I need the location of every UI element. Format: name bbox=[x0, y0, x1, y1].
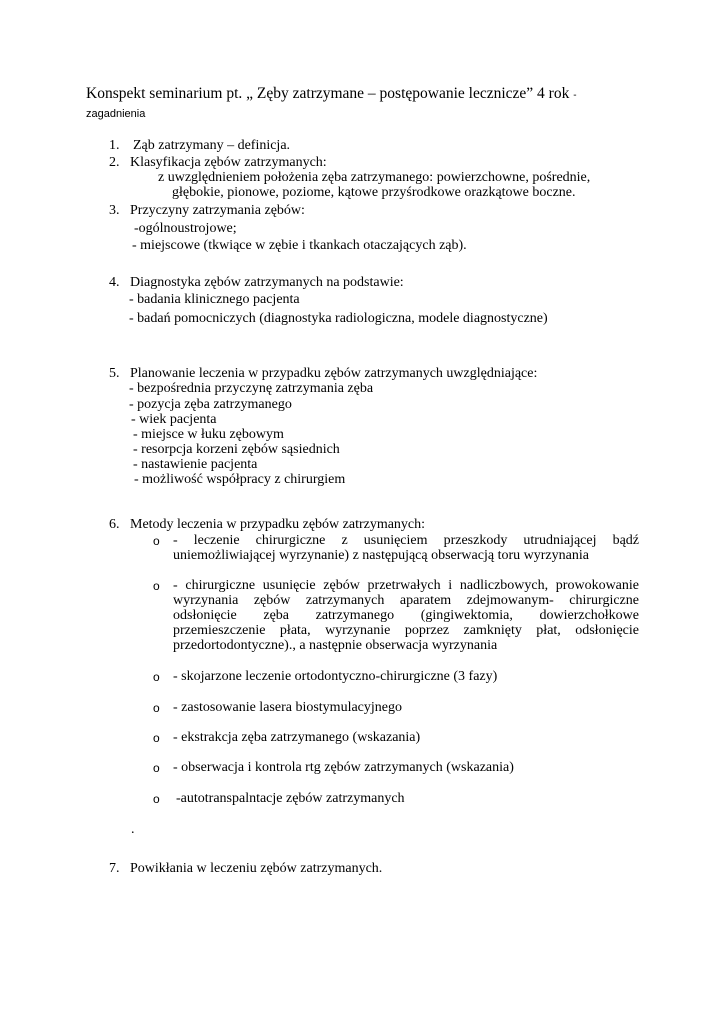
method-2-line-e: przedortodontyczne)., a następnie obserwacja wyrzynania bbox=[173, 638, 498, 653]
item-2-text: Klasyfikacja zębów zatrzymanych: bbox=[130, 155, 327, 170]
method-5-text: - ekstrakcja zęba zatrzymanego (wskazania) bbox=[173, 730, 421, 745]
item-2-number: 2. bbox=[109, 155, 120, 170]
item-2-line-1: z uwzględnieniem położenia zęba zatrzymanego: powierzchowne, pośrednie, bbox=[158, 170, 591, 185]
item-1-number: 1. bbox=[109, 138, 120, 153]
title-dash: - bbox=[573, 90, 577, 101]
item-5-line-6: - nastawienie pacjenta bbox=[133, 457, 258, 472]
item-3-line-2: - miejscowe (tkwiące w zębie i tkankach otaczających ząb). bbox=[132, 238, 467, 253]
item-3-line-1: -ogólnoustrojowe; bbox=[134, 221, 237, 236]
method-6-text: - obserwacja i kontrola rtg zębów zatrzymanych (wskazania) bbox=[173, 760, 514, 775]
item-4-number: 4. bbox=[109, 275, 120, 290]
trailing-dot: . bbox=[131, 822, 135, 837]
method-1-line-b: uniemożliwiającej wyrzynanie) z następującą obserwacją toru wyrzynania bbox=[173, 548, 589, 563]
method-2-line-d: przemieszczenie płata, wyrzynanie poprzez zamknięty płat, odsłonięcie bbox=[173, 623, 639, 638]
item-6-text: Metody leczenia w przypadku zębów zatrzymanych: bbox=[130, 517, 426, 532]
item-5-number: 5. bbox=[109, 366, 120, 381]
item-7-text: Powikłania w leczeniu zębów zatrzymanych. bbox=[130, 861, 383, 876]
item-4-line-2: - badań pomocniczych (diagnostyka radiologiczna, modele diagnostyczne) bbox=[129, 311, 548, 326]
item-7-number: 7. bbox=[109, 861, 120, 876]
title-text: Konspekt seminarium pt. „ Zęby zatrzymane – postępowanie lecznicze” 4 rok bbox=[86, 85, 570, 102]
item-4-line-1: - badania klinicznego pacjenta bbox=[129, 292, 300, 307]
item-6-number: 6. bbox=[109, 517, 120, 532]
item-3-number: 3. bbox=[109, 203, 120, 218]
method-4-text: - zastosowanie lasera biostymulacyjnego bbox=[173, 700, 402, 715]
method-2-bullet: o bbox=[153, 579, 160, 593]
item-1-text: Ząb zatrzymany – definicja. bbox=[133, 138, 291, 153]
method-6-bullet: o bbox=[153, 761, 160, 775]
item-5-line-2: - pozycja zęba zatrzymanego bbox=[129, 397, 292, 412]
item-5-line-4: - miejsce w łuku zębowym bbox=[133, 427, 284, 442]
item-5-line-7: - możliwość współpracy z chirurgiem bbox=[134, 472, 346, 487]
method-3-bullet: o bbox=[153, 670, 160, 684]
method-2-line-b: wyrzynania zębów zatrzymanych aparatem zdejmowanym- chirurgiczne bbox=[173, 593, 639, 608]
method-1-bullet: o bbox=[153, 534, 160, 548]
item-4-text: Diagnostyka zębów zatrzymanych na podstawie: bbox=[130, 275, 404, 290]
method-7-text: -autotranspalntacje zębów zatrzymanych bbox=[176, 791, 405, 806]
item-5-text: Planowanie leczenia w przypadku zębów zatrzymanych uwzględniające: bbox=[130, 366, 538, 381]
method-3-text: - skojarzone leczenie ortodontyczno-chirurgiczne (3 fazy) bbox=[173, 669, 498, 684]
document-subtitle: zagadnienia bbox=[86, 108, 146, 120]
method-7-bullet: o bbox=[153, 792, 160, 806]
item-3-text: Przyczyny zatrzymania zębów: bbox=[130, 203, 305, 218]
method-2-line-c: odsłonięcie zęba zatrzymanego (gingiwektomia, dowierzchołkowe bbox=[173, 608, 639, 623]
item-5-line-5: - resorpcja korzeni zębów sąsiednich bbox=[133, 442, 340, 457]
item-5-line-1: - bezpośrednia przyczynę zatrzymania zęba bbox=[129, 381, 374, 396]
method-5-bullet: o bbox=[153, 731, 160, 745]
item-5-line-3: - wiek pacjenta bbox=[131, 412, 217, 427]
method-2-line-a: - chirurgiczne usunięcie zębów przetrwałych i nadliczbowych, prowokowanie bbox=[173, 578, 639, 593]
document-title bbox=[86, 85, 577, 103]
item-2-line-2: głębokie, pionowe, poziome, kątowe przyśrodkowe orazkątowe boczne. bbox=[172, 185, 576, 200]
method-4-bullet: o bbox=[153, 701, 160, 715]
method-1-line-a: - leczenie chirurgiczne z usunięciem przeszkody utrudniającej bądź bbox=[173, 533, 639, 548]
